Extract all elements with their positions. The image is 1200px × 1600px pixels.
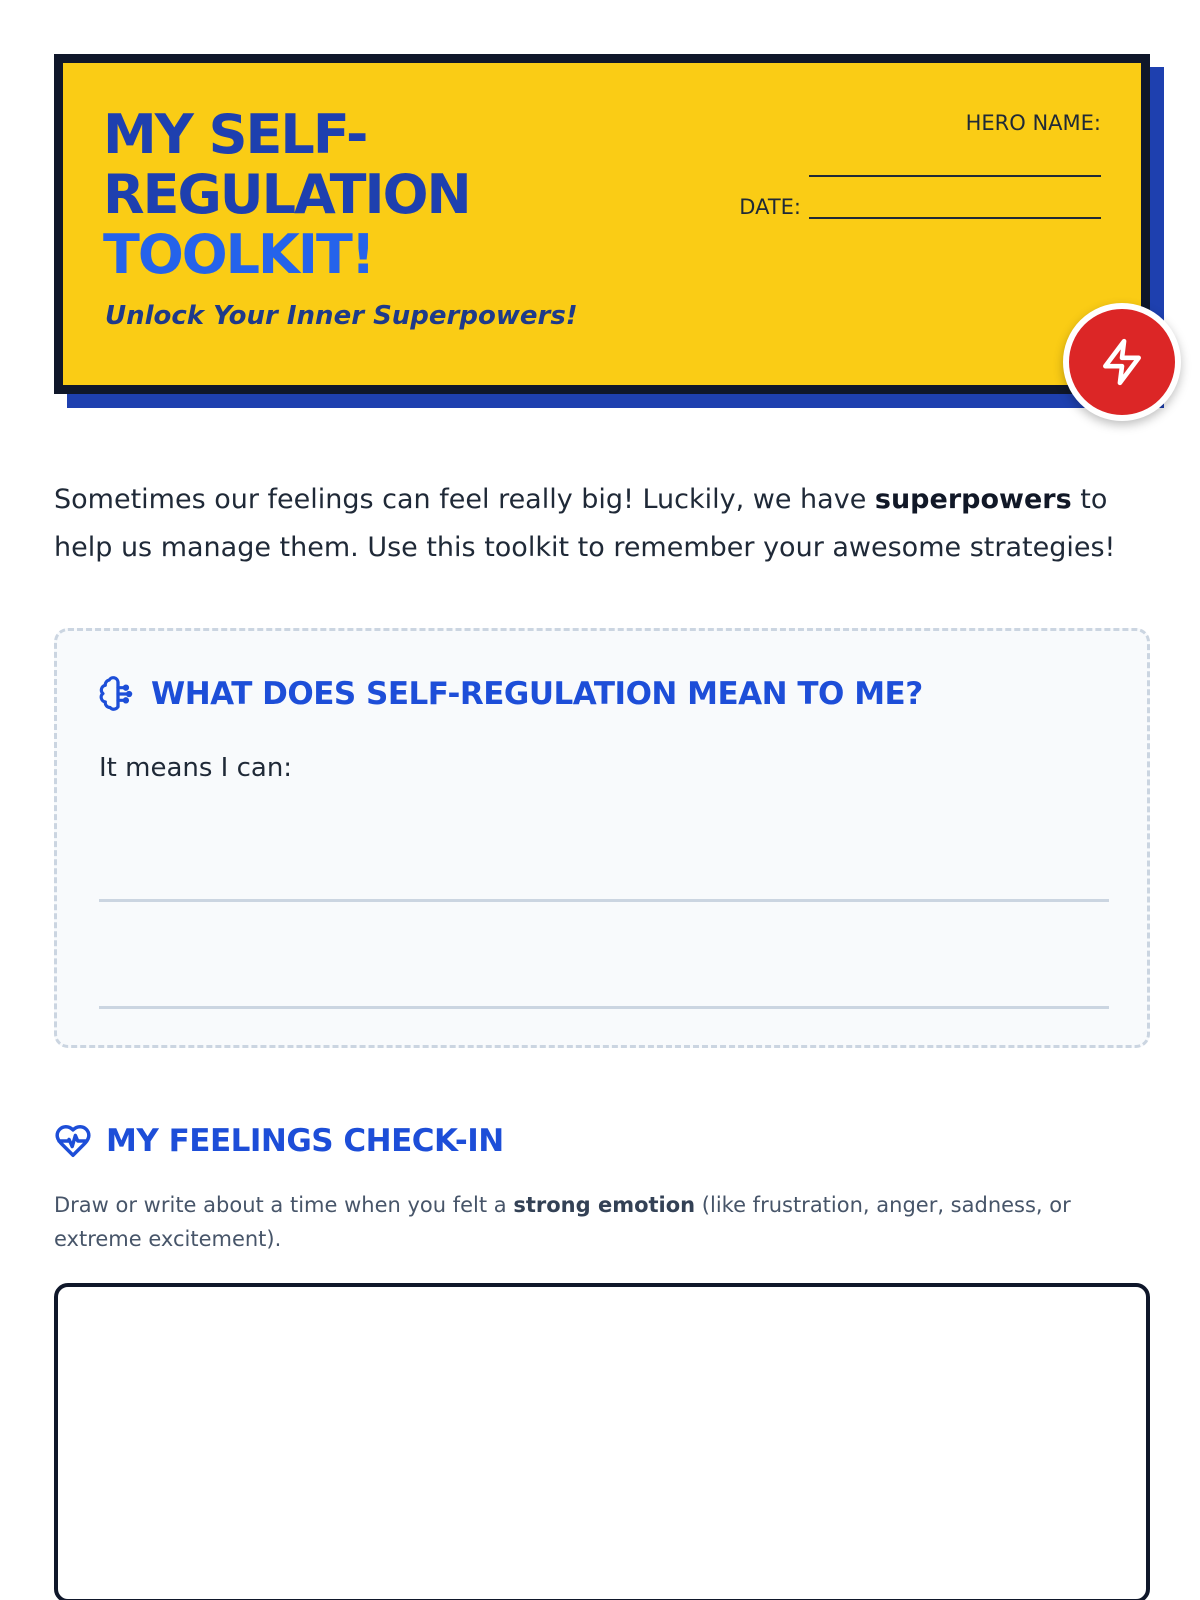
date-label: DATE:	[739, 195, 801, 219]
title-line-1: MY SELF-	[103, 103, 367, 166]
writing-line-2[interactable]	[99, 1006, 1109, 1009]
feelings-desc-bold: strong emotion	[513, 1193, 696, 1217]
feelings-heading-text: MY FEELINGS CHECK-IN	[106, 1123, 504, 1159]
date-row	[711, 195, 1101, 219]
hero-name-label: HERO NAME:	[965, 111, 1101, 135]
meaning-prompt: It means I can:	[99, 753, 293, 783]
meaning-heading	[99, 675, 923, 713]
brain-icon	[99, 675, 137, 713]
drawing-area[interactable]	[54, 1283, 1150, 1600]
header-banner	[54, 54, 1150, 394]
heart-pulse-icon	[54, 1122, 92, 1160]
intro-bold-superpowers: superpowers	[874, 484, 1072, 515]
hero-name-row	[711, 111, 1101, 177]
intro-text-start: Sometimes our feelings can feel really big! Luckily, we have	[54, 484, 875, 515]
feelings-desc-end: (like frustration, anger, sadness, or extreme excitement).	[54, 1193, 1071, 1251]
feelings-desc-start: Draw or write about a time when you felt a	[54, 1193, 514, 1217]
meaning-heading-text: WHAT DOES SELF-REGULATION MEAN TO ME?	[151, 676, 923, 712]
lightning-bolt-icon	[1097, 337, 1147, 387]
intro-text-end: to help us manage them. Use this toolkit to remember your awesome strategies!	[54, 484, 1116, 563]
intro-paragraph	[54, 476, 1154, 572]
feelings-heading	[54, 1122, 504, 1160]
date-field[interactable]	[809, 195, 1101, 219]
meaning-card	[54, 628, 1150, 1048]
header-fields	[711, 111, 1101, 219]
lightning-badge	[1063, 303, 1181, 421]
writing-line-1[interactable]	[99, 899, 1109, 902]
page-subtitle: Unlock Your Inner Superpowers!	[105, 301, 578, 331]
page-title	[103, 105, 470, 285]
title-line-3: TOOLKIT!	[103, 223, 374, 286]
feelings-description	[54, 1188, 1154, 1256]
title-line-2: REGULATION	[103, 163, 470, 226]
hero-name-field[interactable]	[809, 153, 1101, 177]
